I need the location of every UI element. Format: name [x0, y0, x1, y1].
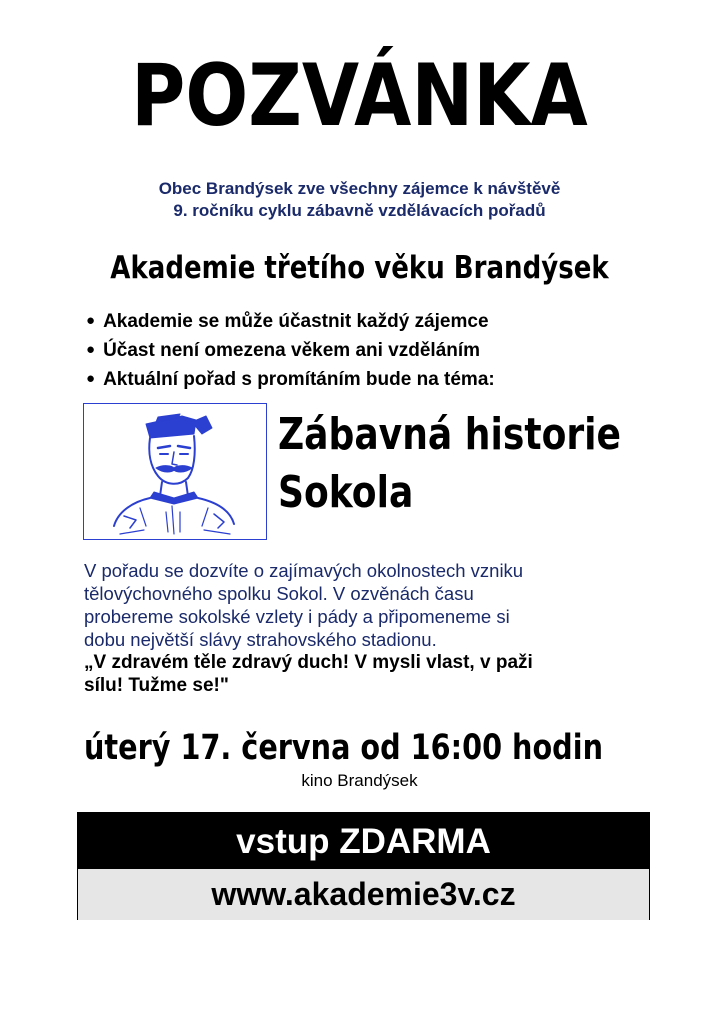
program-description — [84, 559, 644, 651]
intro-line-1: Obec Brandýsek zve všechny zájemce k návštěvě — [158, 179, 561, 198]
bullet-item: ● Účast není omezena věkem ani vzděláním — [86, 337, 495, 366]
quote-line-1: „V zdravém těle zdravý duch! V mysli vlast, v paži — [84, 652, 533, 673]
description-line: probereme sokolské vzlety i pády a připomeneme si — [84, 606, 510, 627]
bullet-item: ● Aktuální pořad s promítáním bude na téma: — [86, 366, 495, 395]
event-venue: kino Brandýsek — [301, 771, 418, 790]
event-date-time: úterý 17. června od 16:00 hodin — [84, 728, 604, 768]
quote-line-2: sílu! Tužme se!" — [84, 675, 229, 696]
info-bullet-list — [86, 308, 495, 395]
description-line: dobu největší slávy strahovského stadionu. — [84, 629, 437, 650]
topic-line-1: Zábavná historie — [278, 409, 621, 460]
program-headline: Akademie třetího věku Brandýsek — [110, 250, 609, 286]
sokol-portrait-image — [83, 403, 267, 540]
sokol-motto-quote — [84, 651, 644, 697]
intro-line-2: 9. ročníku cyklu zábavně vzdělávacích pořadů — [173, 201, 546, 220]
intro-text — [0, 178, 719, 222]
portrait-illustration — [84, 404, 265, 538]
entry-info-box — [77, 812, 650, 920]
description-line: V pořadu se dozvíte o zajímavých okolnostech vzniku — [84, 560, 524, 581]
free-entry-banner: vstup ZDARMA — [78, 813, 649, 869]
poster-title: POZVÁNKA — [131, 46, 588, 146]
website-link[interactable]: www.akademie3v.cz — [78, 869, 649, 920]
topic-line-2: Sokola — [278, 467, 414, 518]
bullet-item: ● Akademie se může účastnit každý zájemce — [86, 308, 495, 337]
description-line: tělovýchovného spolku Sokol. V ozvěnách času — [84, 583, 474, 604]
program-topic — [278, 406, 621, 522]
